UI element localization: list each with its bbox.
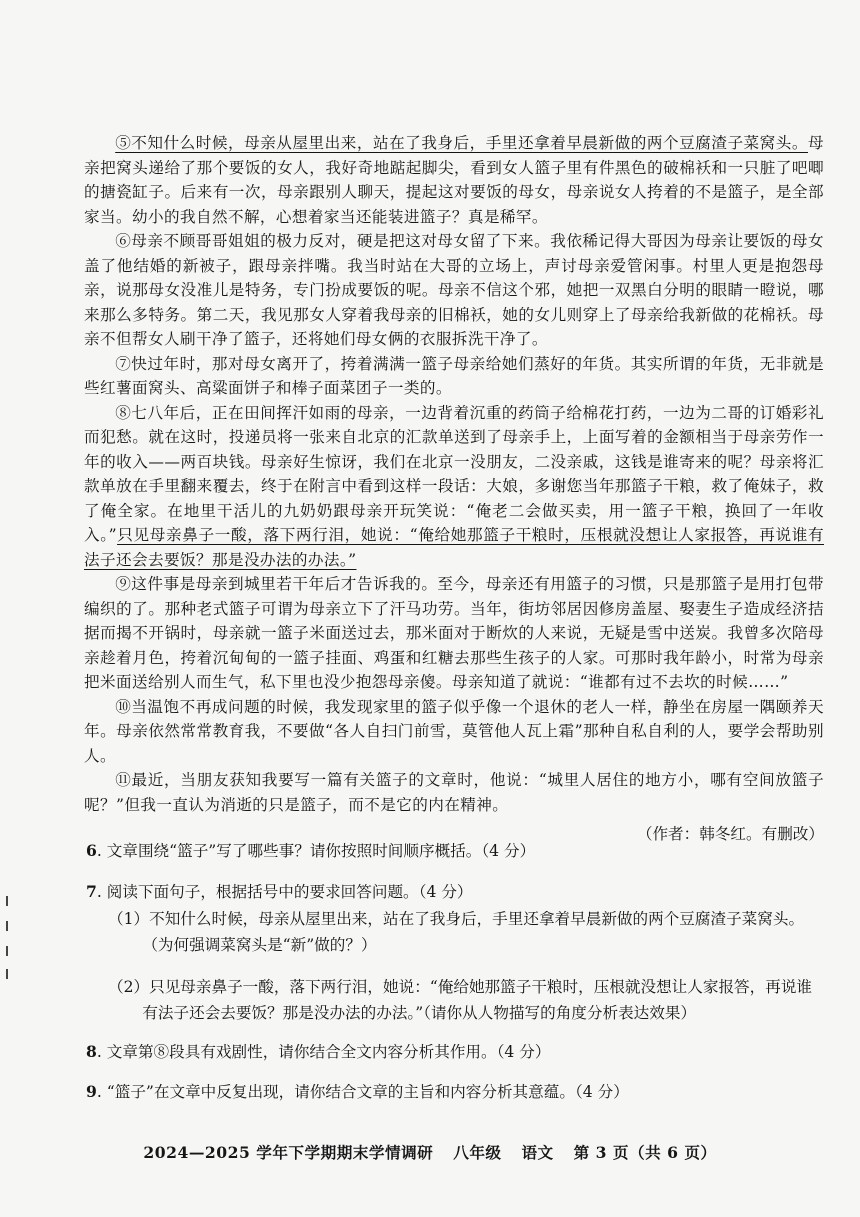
question-number: 6 — [86, 841, 97, 860]
footer-subject: 语文 — [521, 1143, 554, 1162]
question-text: . 阅读下面句子，根据括号中的要求回答问题。（4 分） — [96, 883, 473, 901]
question-text: . 文章第⑧段具有戏剧性，请你结合全文内容分析其作用。（4 分） — [96, 1043, 551, 1061]
question-number: 8 — [86, 1042, 97, 1061]
paragraph-5-text: 母亲把窝头递给了那个要饭的女人，我好奇地踮起脚尖，看到女人篮子里有件黑色的破棉袄和一只脏了吧唧的搪瓷缸子。后来有一次，母亲跟别人聊天，提起这对要饭的母女，母亲说女人挎着的不是篮子，是全部家当。幼小的我自然不解，心想着家当还能装进篮子？真是稀罕。 — [84, 134, 824, 226]
paragraph-11: ⑪最近，当朋友获知我要写一篇有关篮子的文章时，他说：“城里人居住的地方小，哪有空间放篮子呢？”但我一直认为消逝的只是篮子，而不是它的内在精神。 — [84, 771, 824, 814]
reading-article — [84, 131, 824, 847]
question-number: 9 — [86, 1082, 97, 1101]
paragraph-8-text: ⑧七八年后，正在田间挥汗如雨的母亲，一边背着沉重的药筒子给棉花打药，一边为二哥的订婚彩礼而犯愁。就在这时，投递员将一张来自北京的汇款单送到了母亲手上，上面写着的金额相当于母亲劳作一年的收入——两百块钱。母亲好生惊讶，我们在北京一没朋友，二没亲戚，这钱是谁寄来的呢？母亲将汇款单放在手里翻来覆去，终于在附言中看到这样一段话：大娘，多谢您当年那篮子干粮，救了俺妹子，救了俺全家。在地里干活儿的九奶奶跟母亲开玩笑说：“俺老二会做买卖，用一篮子干粮，换回了一年收入。” — [84, 403, 824, 544]
paragraph-6: ⑥母亲不顾哥哥姐姐的极力反对，硬是把这对母女留了下来。我依稀记得大哥因为母亲让要饭的母女盖了他结婚的新被子，跟母亲拌嘴。我当时站在大哥的立场上，声讨母亲爱管闲事。村里人更是抱怨母亲，说那母女没准儿是特务，专门扮成要饭的呢。母亲不信这个邪，她把一双黑白分明的眼睛一瞪说，哪来那么多特务。第二天，我见那女人穿着我母亲的旧棉袄，她的女儿则穿上了母亲给我新做的花棉袄。母亲不但帮女人刷干净了篮子，还将她们母女俩的衣服拆洗干净了。 — [84, 232, 824, 348]
question-9 — [86, 1080, 826, 1104]
scan-edge-mark — [6, 946, 8, 956]
author-credit: （作者：韩冬红。有删改） — [636, 825, 824, 843]
paragraph-5 — [84, 131, 824, 229]
paragraph-9: ⑨这件事是母亲到城里若干年后才告诉我的。至今，母亲还有用篮子的习惯，只是那篮子是用打包带编织的了。那种老式篮子可谓为母亲立下了汗马功劳。当年，街坊邻居因修房盖屋、娶妻生子造成经济拮据而揭不开锅时，母亲就一篮子米面送过去，那米面对于断炊的人来说，无疑是雪中送炭。我曾多次陪母亲趁着月色，挎着沉甸甸的一篮子挂面、鸡蛋和红糖去那些生孩子的人家。可那时我年龄小，时常为母亲把米面送给别人而生气，私下里也没少抱怨母亲傻。母亲知道了就说：“谁都有过不去坎的时候……” — [84, 575, 824, 691]
paragraph-8 — [84, 401, 824, 573]
paragraph-10: ⑩当温饱不再成问题的时候，我发现家里的篮子似乎像一个退休的老人一样，静坐在房屋一隅颐养天年。母亲依然常常教育我，不要做“各人自扫门前雪，莫管他人瓦上霜”那种自私自利的人，要学会帮助别人。 — [84, 697, 824, 765]
question-7-part-2: （2）只见母亲鼻子一酸，落下两行泪，她说：“俺给她那篮子干粮时，压根就没想让人家报答，再说谁有法子还会去要饭？那是没办法的办法。”（请你从人物描写的角度分析表达效果） — [108, 978, 813, 1022]
question-text: . 文章围绕“篮子”写了哪些事？请你按照时间顺序概括。（4 分） — [96, 842, 536, 860]
question-6 — [86, 839, 826, 863]
underlined-sentence-1: ⑤不知什么时候，母亲从屋里出来，站在了我身后，手里还拿着早晨新做的两个豆腐渣子菜窝头。 — [115, 134, 808, 152]
paragraph-7: ⑦快过年时，那对母女离开了，挎着满满一篮子母亲给她们蒸好的年货。其实所谓的年货，无非就是些红薯面窝头、高粱面饼子和棒子面菜团子一类的。 — [84, 354, 824, 397]
question-number: 7 — [86, 882, 97, 901]
footer-page-number: 第 3 页（共 6 页） — [573, 1143, 717, 1162]
page-footer — [0, 1141, 860, 1163]
underlined-sentence-2: 只见母亲鼻子一酸，落下两行泪，她说：“俺给她那篮子干粮时，压根就没想让人家报答，再说谁有法子还会去要饭？那是没办法的办法。” — [84, 526, 825, 569]
question-8 — [86, 1040, 826, 1064]
question-text: . “篮子”在文章中反复出现，请你结合文章的主旨和内容分析其意蕴。（4 分） — [96, 1083, 629, 1101]
footer-grade: 八年级 — [453, 1143, 502, 1162]
footer-term: 2024—2025 学年下学期期末学情调研 — [143, 1143, 434, 1162]
question-7-part-1: （1）不知什么时候，母亲从屋里出来，站在了我身后，手里还拿着早晨新做的两个豆腐渣子菜窝头。（为何强调菜窝头是“新”做的？） — [108, 910, 805, 954]
scan-edge-mark — [6, 969, 8, 979]
scan-edge-mark — [6, 896, 8, 906]
scan-edge-mark — [6, 921, 8, 931]
question-7 — [86, 880, 826, 1026]
